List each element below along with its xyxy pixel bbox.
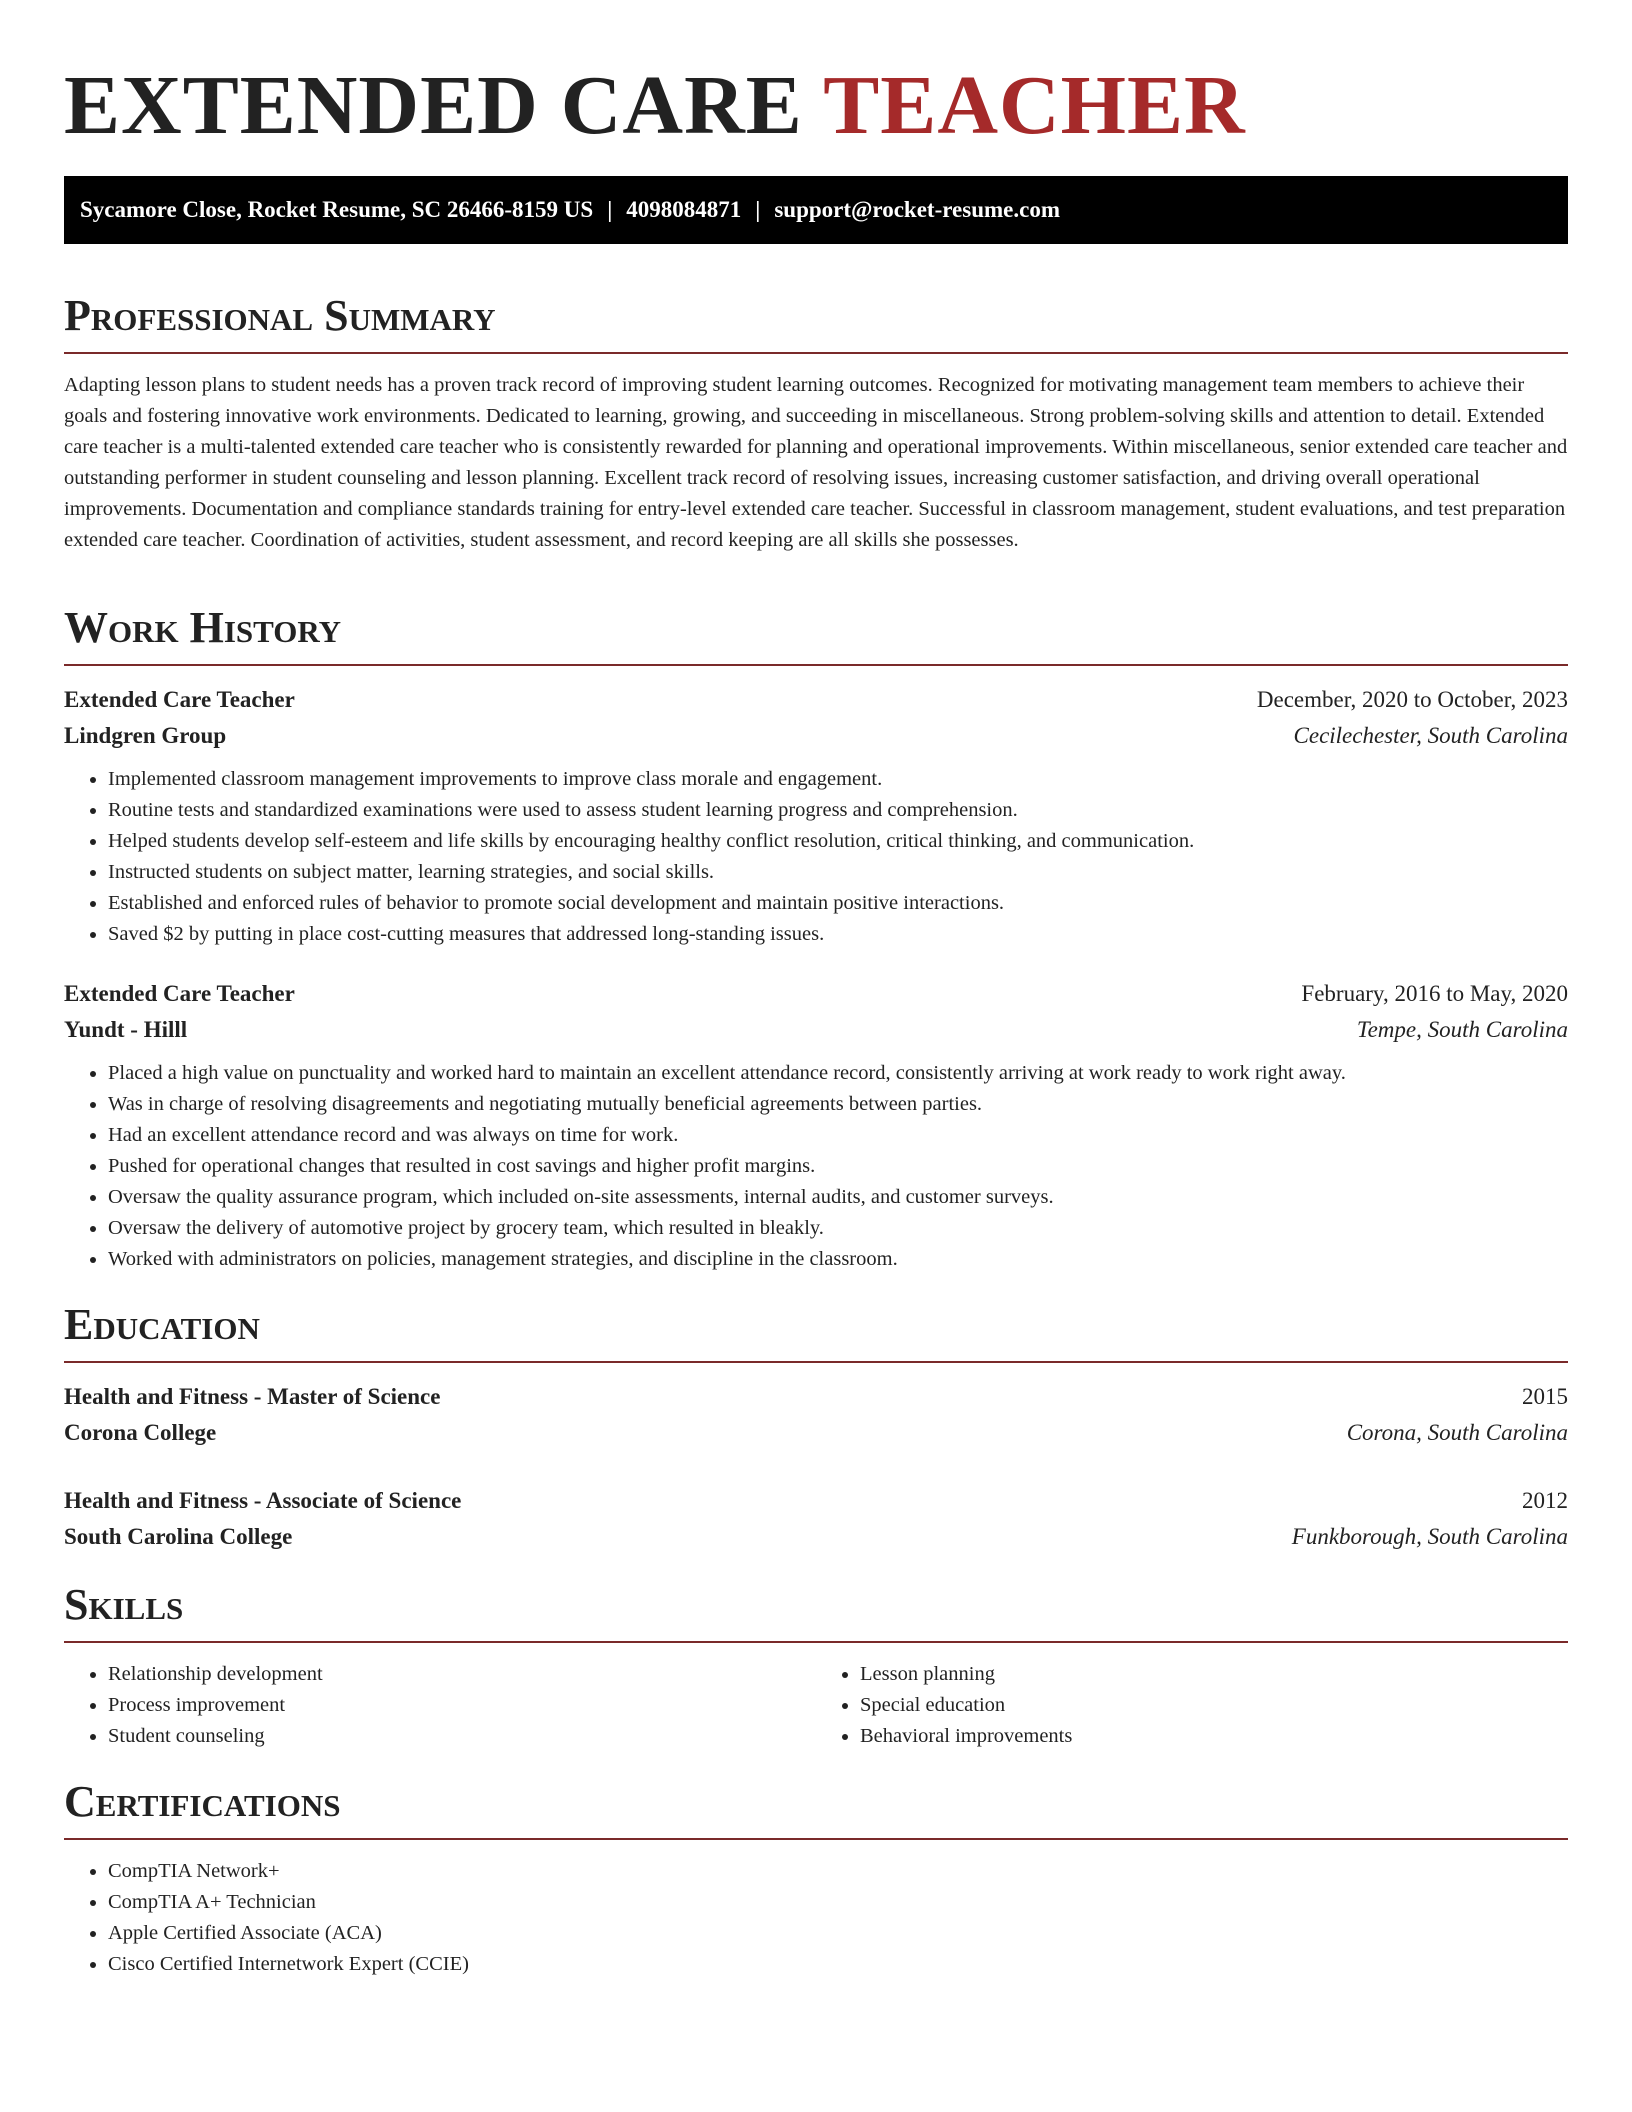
job-bullets: [64, 1058, 1568, 1275]
education-degree: Health and Fitness - Master of Science: [64, 1384, 441, 1409]
skills-grid: [64, 1659, 1568, 1752]
job-bullet: • Oversaw the quality assurance program, which included on-site assessments, internal audits, and customer surveys.: [108, 1182, 1568, 1213]
education-header-row: [64, 1483, 1568, 1519]
section-heading-work: Work History: [64, 603, 342, 652]
job-bullet: • Implemented classroom management improvements to improve class morale and engagement.: [108, 764, 1568, 795]
skill-item: • Relationship development: [108, 1659, 816, 1690]
job-header-row: [64, 976, 1568, 1012]
contact-separator: |: [755, 197, 761, 222]
job-location: Cecilechester, South Carolina: [1293, 723, 1568, 748]
education-year: 2015: [1522, 1384, 1568, 1409]
education-entry: [64, 1379, 1568, 1451]
skill-item: • Lesson planning: [860, 1659, 1568, 1690]
section-divider: [64, 1641, 1568, 1643]
contact-phone[interactable]: 4098084871: [626, 197, 742, 222]
job-bullet: • Saved $2 by putting in place cost-cutting measures that addressed long-standing issues.: [108, 919, 1568, 950]
job-entry: [64, 976, 1568, 1275]
skills-list-left: [64, 1659, 816, 1752]
contact-bar: [64, 176, 1568, 244]
certification-item: • CompTIA A+ Technician: [108, 1887, 1568, 1918]
certification-item: • CompTIA Network+: [108, 1856, 1568, 1887]
job-bullet: • Was in charge of resolving disagreements and negotiating mutually beneficial agreements between parties.: [108, 1089, 1568, 1120]
job-title: Extended Care Teacher: [64, 687, 295, 712]
education-location: Corona, South Carolina: [1346, 1420, 1568, 1445]
certifications-section: [64, 1774, 1568, 1980]
job-company-row: [64, 718, 1568, 754]
job-bullet: • Instructed students on subject matter, learning strategies, and social skills.: [108, 857, 1568, 888]
job-bullets: [64, 764, 1568, 950]
education-year: 2012: [1522, 1488, 1568, 1513]
summary-section: [64, 288, 1568, 556]
job-entry: [64, 682, 1568, 950]
job-company-row: [64, 1012, 1568, 1048]
title-accent: TEACHER: [823, 59, 1246, 152]
skills-list-right: [816, 1659, 1568, 1752]
contact-separator: |: [607, 197, 613, 222]
work-section: [64, 600, 1568, 1275]
skill-item: • Student counseling: [108, 1721, 816, 1752]
job-bullet: • Worked with administrators on policies, management strategies, and discipline in the classroom.: [108, 1244, 1568, 1275]
section-heading-summary: Professional Summary: [64, 291, 496, 340]
job-location: Tempe, South Carolina: [1356, 1017, 1568, 1042]
job-bullet: • Routine tests and standardized examinations were used to assess student learning progress and comprehension.: [108, 795, 1568, 826]
skill-item: • Process improvement: [108, 1690, 816, 1721]
job-bullet: • Oversaw the delivery of automotive project by grocery team, which resulted in bleakly.: [108, 1213, 1568, 1244]
job-title: Extended Care Teacher: [64, 981, 295, 1006]
certifications-list: [64, 1856, 1568, 1980]
section-divider: [64, 1838, 1568, 1840]
title-main: EXTENDED CARE: [64, 59, 803, 152]
summary-text: Adapting lesson plans to student needs has a proven track record of improving student learning outcomes. Recognized for motivating management team members to achieve their goals and fostering innovative work environments. Dedicated to learning, growing, and succeeding in miscellaneous. Strong problem-solving skills and attention to detail. Extended care teacher is a multi-talented extended care teacher who is consistently rewarded for planning and operational improvements. Within miscellaneous, senior extended care teacher and outstanding performer in student counseling and lesson planning. Excellent track record of resolving issues, increasing customer satisfaction, and driving overall operational improvements. Documentation and compliance standards training for entry-level extended care teacher. Successful in classroom management, student evaluations, and test preparation extended care teacher. Coordination of activities, student assessment, and record keeping are all skills she possesses.: [64, 374, 1568, 551]
resume-title: [64, 56, 1568, 156]
section-heading-education: Education: [64, 1300, 260, 1349]
job-bullet: • Had an excellent attendance record and was always on time for work.: [108, 1120, 1568, 1151]
education-section: [64, 1297, 1568, 1555]
certification-item: • Apple Certified Associate (ACA): [108, 1918, 1568, 1949]
education-school-row: [64, 1519, 1568, 1555]
job-header-row: [64, 682, 1568, 718]
job-bullet: • Established and enforced rules of behavior to promote social development and maintain positive interactions.: [108, 888, 1568, 919]
job-company: Yundt - Hilll: [64, 1017, 188, 1042]
section-heading-certifications: Certifications: [64, 1777, 341, 1826]
contact-address: Sycamore Close, Rocket Resume, SC 26466-8159 US: [80, 197, 594, 222]
certification-item: • Cisco Certified Internetwork Expert (CCIE): [108, 1949, 1568, 1980]
education-school: South Carolina College: [64, 1524, 293, 1549]
skills-section: [64, 1577, 1568, 1752]
job-dates: February, 2016 to May, 2020: [1301, 981, 1568, 1006]
job-dates: December, 2020 to October, 2023: [1256, 687, 1568, 712]
job-bullet: • Helped students develop self-esteem and life skills by encouraging healthy conflict resolution, critical thinking, and communication.: [108, 826, 1568, 857]
section-divider: [64, 1361, 1568, 1363]
education-school-row: [64, 1415, 1568, 1451]
section-divider: [64, 352, 1568, 354]
section-divider: [64, 664, 1568, 666]
section-heading-skills: Skills: [64, 1580, 184, 1629]
education-entry: [64, 1483, 1568, 1555]
education-degree: Health and Fitness - Associate of Science: [64, 1488, 462, 1513]
job-bullet: • Pushed for operational changes that resulted in cost savings and higher profit margins.: [108, 1151, 1568, 1182]
education-header-row: [64, 1379, 1568, 1415]
education-location: Funkborough, South Carolina: [1291, 1524, 1568, 1549]
skill-item: • Special education: [860, 1690, 1568, 1721]
job-bullet: • Placed a high value on punctuality and worked hard to maintain an excellent attendance record, consistently arriving at work ready to work right away.: [108, 1058, 1568, 1089]
contact-email[interactable]: support@rocket-resume.com: [774, 197, 1060, 222]
education-school: Corona College: [64, 1420, 217, 1445]
skill-item: • Behavioral improvements: [860, 1721, 1568, 1752]
job-company: Lindgren Group: [64, 723, 227, 748]
